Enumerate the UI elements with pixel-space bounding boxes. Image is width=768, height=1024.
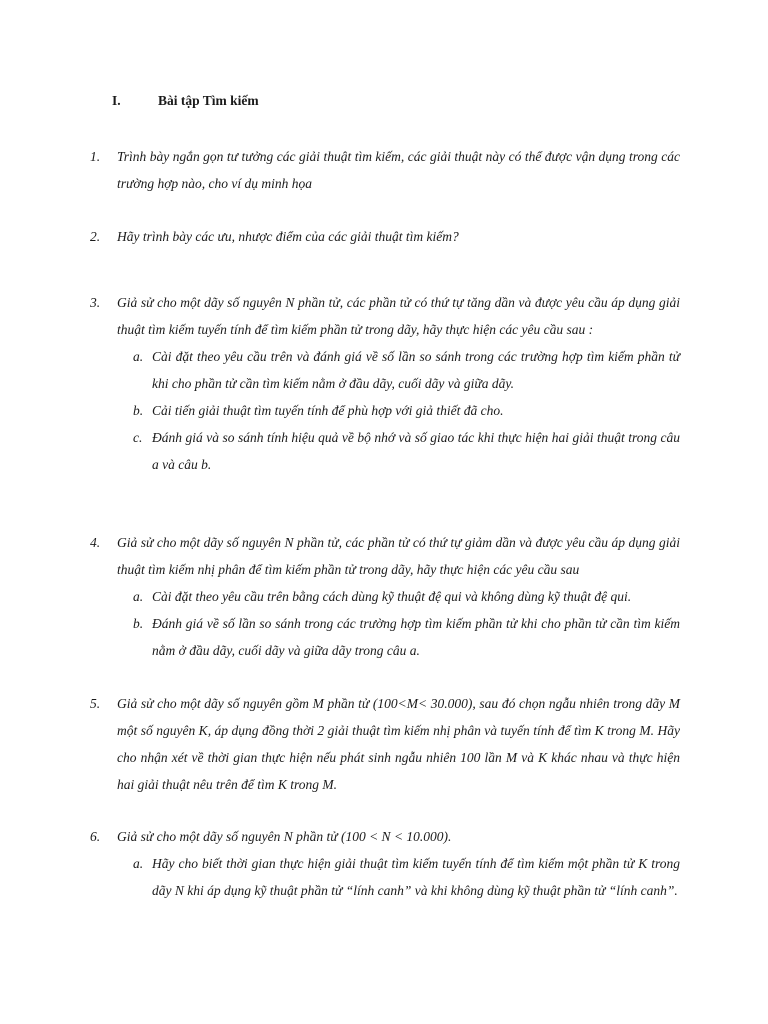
question-text: Giả sử cho một dãy số nguyên N phần tử, các phần tử có thứ tự giảm dần và được yêu cầu áp dụng giải thuật tìm kiếm nhị phân để tìm kiếm phần tử trong dãy, hãy thực hiện các yêu cầu sau — [117, 535, 680, 577]
sub-item-label: a. — [133, 589, 144, 604]
sub-item-text: Cài đặt theo yêu cầu trên và đánh giá về số lần so sánh trong các trường hợp tìm kiếm phần tử khi cho phần tử cần tìm kiếm nằm ở đầu dãy, cuối dãy và giữa dãy. — [152, 349, 680, 391]
question-text: Giả sử cho một dãy số nguyên N phần tử (100 < N < 10.000). — [117, 829, 452, 844]
question-number: 6. — [90, 829, 101, 844]
sub-item-a — [0, 583, 768, 610]
sub-item-label: b. — [133, 616, 144, 631]
question-text: Hãy trình bày các ưu, nhược điểm của các giải thuật tìm kiếm? — [117, 229, 459, 244]
section-heading — [112, 93, 259, 109]
question-text: Giả sử cho một dãy số nguyên gồm M phần tử (100<M< 30.000), sau đó chọn ngẫu nhiên trong dãy M một số nguyên K, áp dụng đồng thời 2 giải thuật tìm kiếm nhị phân và tuyến tính để tìm K trong M. Hãy cho nhận xét về thời gian thực hiện nếu phát sinh ngẫu nhiên 100 lần M và K khác nhau và thực hiện hai giải thuật nêu trên để tìm K trong M. — [117, 696, 680, 792]
question-number: 1. — [90, 149, 101, 164]
question-text: Giả sử cho một dãy số nguyên N phần tử, các phần tử có thứ tự tăng dần và được yêu cầu áp dụng giải thuật tìm kiếm tuyến tính để tìm kiếm phần tử trong dãy, hãy thực hiện các yêu cầu sau : — [117, 295, 680, 337]
question-5 — [0, 690, 768, 798]
sub-item-label: a. — [133, 856, 144, 871]
section-title: Bài tập Tìm kiếm — [158, 93, 259, 108]
question-6 — [0, 823, 768, 904]
sub-item-text: Đánh giá và so sánh tính hiệu quả về bộ nhớ và số giao tác khi thực hiện hai giải thuật trong câu a và câu b. — [152, 430, 680, 472]
sub-item-label: a. — [133, 349, 144, 364]
sub-item-a — [0, 343, 768, 397]
question-number: 2. — [90, 229, 101, 244]
question-number: 3. — [90, 295, 101, 310]
question-1 — [0, 143, 768, 197]
sub-item-b — [0, 397, 768, 424]
question-text: Trình bày ngắn gọn tư tưởng các giải thuật tìm kiếm, các giải thuật này có thể được vận dụng trong các trường hợp nào, cho ví dụ minh họa — [117, 149, 680, 191]
sub-item-label: c. — [133, 430, 143, 445]
section-number: I. — [112, 93, 121, 108]
sub-item-text: Đánh giá về số lần so sánh trong các trường hợp tìm kiếm phần tử khi cho phần tử cần tìm kiếm nằm ở đầu dãy, cuối dãy và giữa dãy trong câu a. — [152, 616, 680, 658]
question-number: 5. — [90, 696, 101, 711]
question-2 — [0, 223, 768, 250]
question-4 — [0, 529, 768, 664]
sub-item-text: Cài đặt theo yêu cầu trên bằng cách dùng kỹ thuật đệ qui và không dùng kỹ thuật đệ qui. — [152, 589, 632, 604]
sub-item-a — [0, 850, 768, 904]
sub-item-text: Cải tiến giải thuật tìm tuyến tính để phù hợp với giả thiết đã cho. — [152, 403, 504, 418]
sub-item-b — [0, 610, 768, 664]
sub-item-text: Hãy cho biết thời gian thực hiện giải thuật tìm kiếm tuyến tính để tìm kiếm một phần tử K trong dãy N khi áp dụng kỹ thuật phần tử “lính canh” và khi không dùng kỹ thuật phần tử “lính canh”. — [152, 856, 680, 898]
sub-item-c — [0, 424, 768, 478]
question-3 — [0, 289, 768, 478]
sub-item-label: b. — [133, 403, 144, 418]
question-number: 4. — [90, 535, 101, 550]
